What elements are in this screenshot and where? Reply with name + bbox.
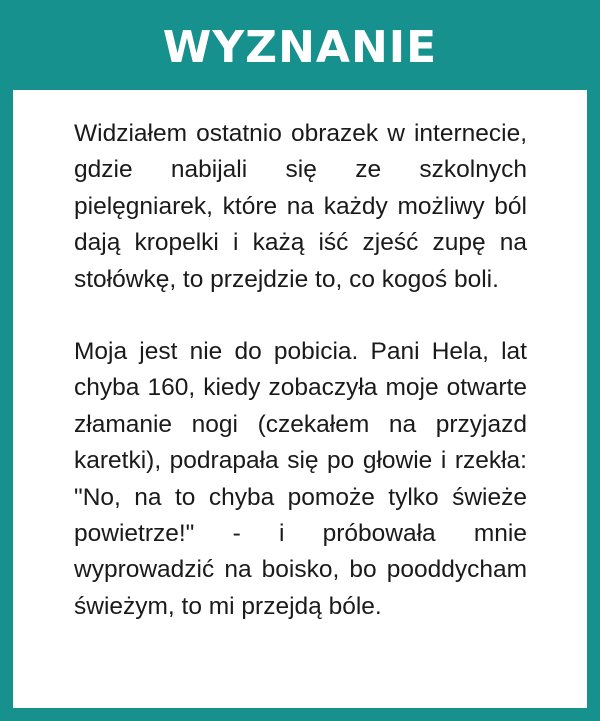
confession-panel (13, 90, 587, 708)
confession-paragraph-2: Moja jest nie do pobicia. Pani Hela, lat chyba 160, kiedy zobaczyła moje otwarte złamanie nogi (czekałem na przyjazd karetki), podrapała się po głowie i rzekła: "No, na to chyba pomoże tylko świeże powietrze!" - i próbowała mnie wyprowadzić na boisko, bo pooddycham świeżym, to mi przejdą bóle. (74, 338, 527, 620)
confession-paragraph-1: Widziałem ostatnio obrazek w internecie, gdzie nabijali się ze szkolnych pielęgniarek, które na każdy możliwy ból dają kropelki i każą iść zjeść zupę na stołówkę, to przejdzie to, co kogoś boli. (74, 120, 527, 293)
page-title: WYZNANIE (162, 21, 438, 73)
